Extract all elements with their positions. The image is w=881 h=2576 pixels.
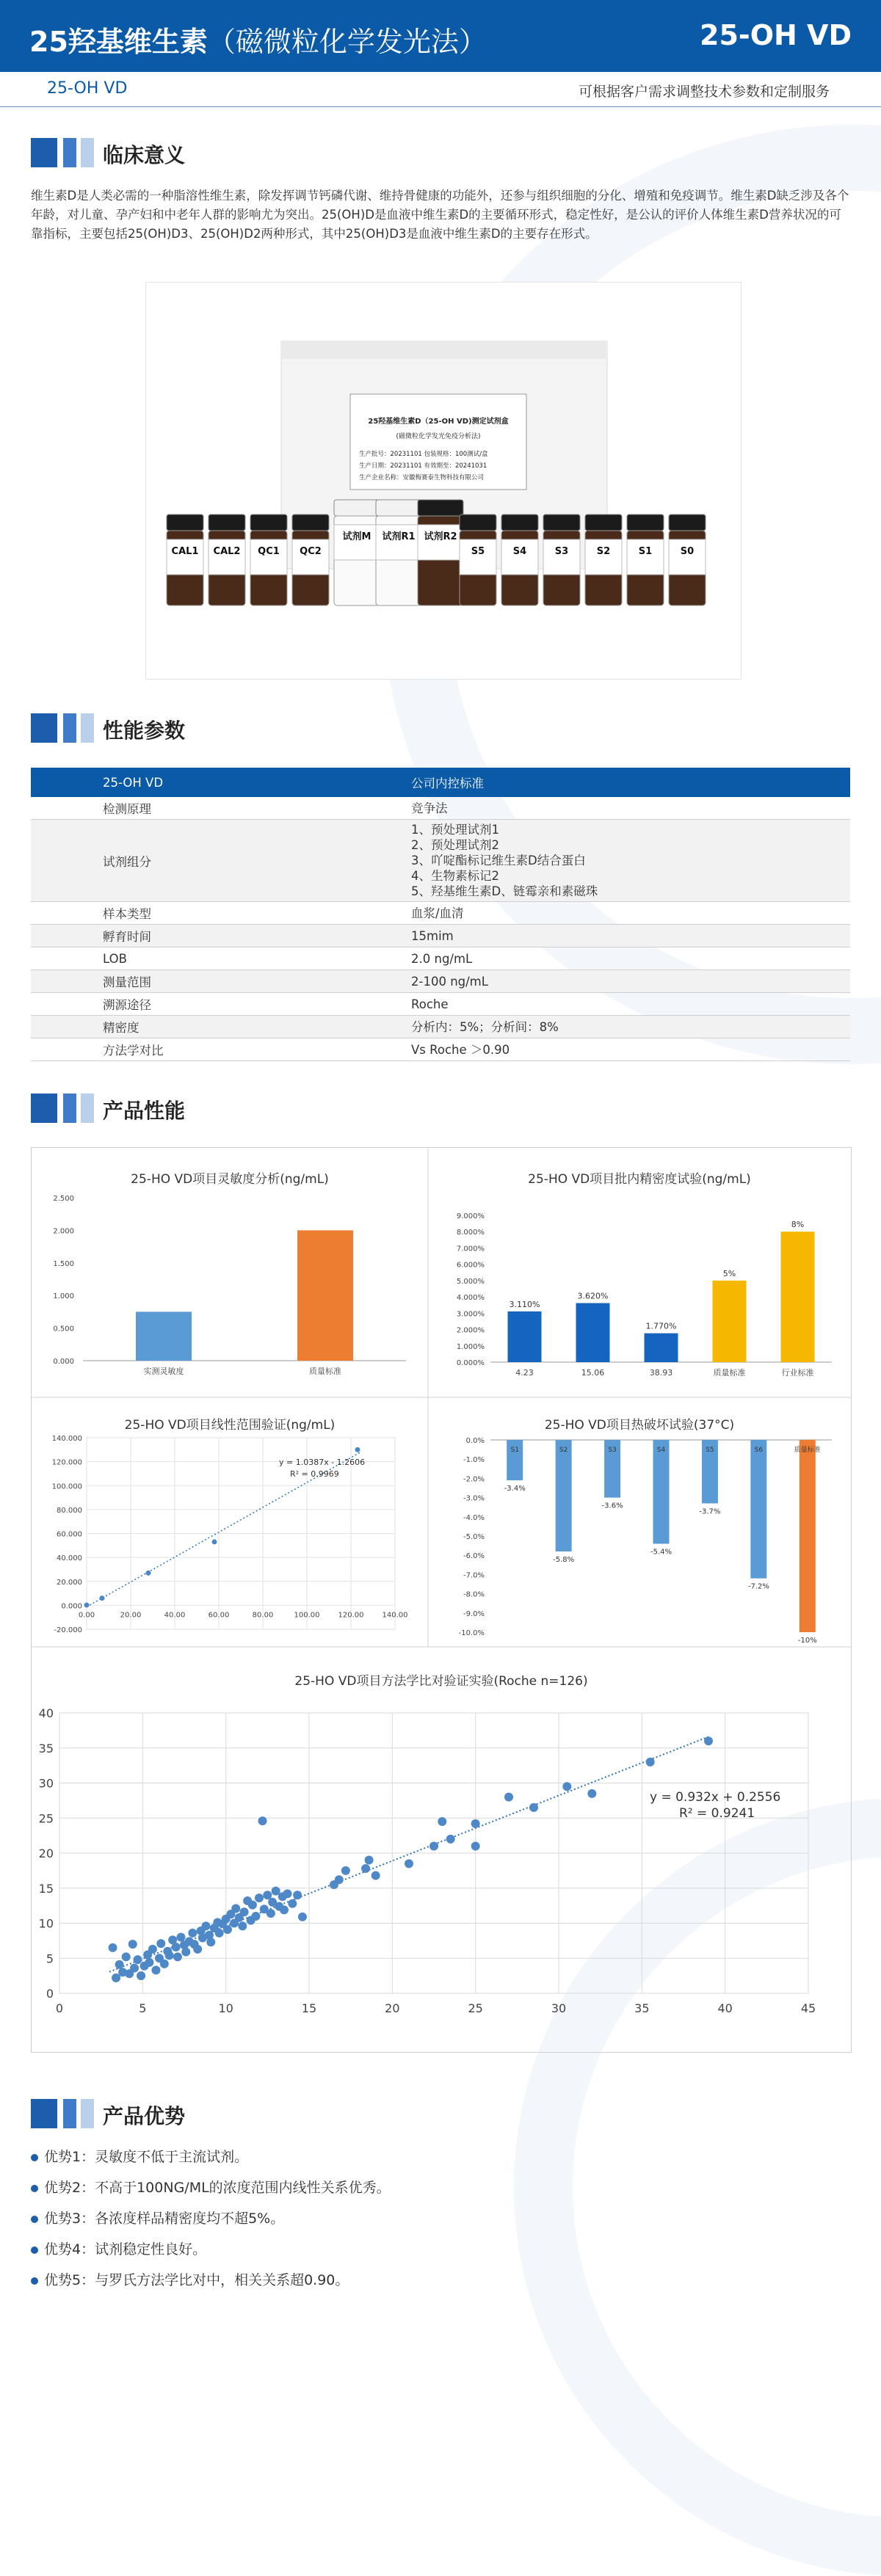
x-tick-label: 25 [468,2001,483,2015]
data-label: 3.620% [577,1291,609,1301]
product-code: 25-OH VD [700,19,852,51]
x-tick-label: 20.00 [120,1611,142,1620]
x-tick-label: 45 [800,2001,816,2015]
x-tick-label: 5 [139,2001,147,2015]
param-name: LOB [31,947,411,970]
data-label: 5% [722,1268,736,1278]
param-value [411,925,850,947]
product-subcode: 25-OH VD [47,79,128,98]
parameter-table [31,768,850,1061]
product-photo [145,282,742,680]
y-tick-label: -1.0% [463,1456,485,1465]
advantage-item [31,2269,349,2289]
y-tick-label: 5.000% [456,1277,485,1286]
x-tick-label: 0.00 [78,1611,95,1620]
y-tick-label: 40 [38,1706,54,1720]
y-tick-label: 4.000% [456,1294,485,1303]
y-tick-label: -6.0% [463,1552,485,1561]
data-point [145,1958,153,1967]
reagent-vial [167,514,203,605]
box-label-title: 25羟基维生素D（25-OH VD)测定试剂盒 [368,418,509,426]
section-marker-icon [31,1094,97,1123]
x-tick-label: S2 [559,1447,568,1454]
vial-label: S5 [471,546,485,557]
data-point [365,1856,374,1865]
data-point [587,1789,596,1798]
x-tick-label: S4 [656,1447,666,1454]
data-point [206,1938,215,1946]
param-value [411,1038,850,1061]
data-point [251,1912,260,1921]
y-tick-label: 140.000 [51,1435,82,1443]
data-point [100,1596,105,1601]
x-tick-label: 30 [551,2001,567,2015]
data-label: 1.770% [645,1321,677,1331]
table-row [31,970,850,993]
data-point [446,1835,455,1844]
table-row [31,797,850,820]
y-tick-label: 7.000% [456,1245,485,1254]
data-point [429,1841,438,1850]
x-tick-label: 15 [301,2001,317,2015]
y-tick-label: -8.0% [463,1590,485,1599]
bar [781,1231,815,1362]
data-point [704,1736,713,1745]
y-tick-label: -4.0% [463,1513,485,1522]
y-tick-label: 3.000% [456,1310,485,1319]
reagent-vial [209,514,245,605]
x-tick-label: 0 [55,2001,64,2015]
data-point [176,1933,185,1942]
reagent-vial [669,514,706,605]
data-label: 8% [791,1220,805,1230]
reagent-vial [376,500,421,605]
y-tick-label: 20 [38,1847,54,1860]
y-tick-label: 60.000 [57,1530,82,1539]
y-tick-label: 1.500 [53,1259,74,1268]
reagent-vial [627,514,664,605]
box-label-method: (磁微粒化学发光免疫分析法) [396,433,481,440]
data-point [130,1964,139,1973]
vial-label: 试剂R2 [424,531,457,542]
param-name: 检测原理 [31,797,411,820]
bar [556,1440,572,1551]
data-point [405,1859,413,1868]
page-title: 25羟基维生素（磁微粒化学发光法） [29,26,487,58]
bar [508,1311,542,1362]
advantage-item [31,2146,248,2166]
param-value-line: Roche [411,997,449,1011]
param-name: 溯源途径 [31,993,411,1016]
vial-label: 试剂R1 [382,531,416,542]
x-tick-label: 60.00 [208,1611,230,1620]
table-row [31,1016,850,1038]
x-tick-label: 4.23 [515,1368,534,1378]
data-point [122,1952,131,1961]
y-tick-label: -9.0% [463,1609,485,1618]
data-point [128,1940,137,1949]
param-value-line: 分析内：5%；分析间：8% [411,1019,559,1034]
performance-charts-panel [31,1147,852,2053]
data-label: -3.6% [601,1502,623,1510]
data-point [471,1819,480,1828]
data-point [355,1447,360,1452]
param-value-line: 2.0 ng/mL [411,951,473,966]
vial-label: QC1 [258,546,280,557]
bar [800,1440,816,1632]
section-title-clinical: 临床意义 [103,143,186,167]
y-tick-label: 30 [38,1776,54,1791]
section-title-performance: 产品性能 [103,1099,186,1123]
y-tick-label: 40.000 [57,1554,82,1563]
data-point [148,1945,157,1954]
y-tick-label: -3.0% [463,1494,485,1503]
y-tick-label: 20.000 [57,1578,82,1587]
data-point [215,1929,224,1938]
bar [136,1311,192,1361]
param-value [411,970,850,993]
vial-label: S2 [596,546,611,557]
x-tick-label: 38.93 [649,1368,673,1378]
section-marker-icon [31,713,97,743]
bar [297,1230,353,1361]
data-point [280,1905,289,1914]
data-point [231,1904,240,1913]
advantage-text: 优势1：灵敏度不低于主流试剂。 [44,2149,249,2165]
x-tick-label: 120.00 [338,1611,364,1620]
y-tick-label: 9.000% [456,1212,485,1220]
reagent-vial [585,514,622,605]
data-point [173,1952,182,1961]
data-point [240,1907,249,1916]
vial-label: CAL1 [171,546,199,557]
data-point [298,1913,307,1921]
advantage-text: 优势5：与罗氏方法学比对中，相关关系超0.90。 [44,2272,349,2288]
x-tick-label: 15.06 [581,1368,605,1378]
y-tick-label: -20.000 [54,1626,82,1634]
box-label-row: 生产日期：20231101 有效期至：20241031 [359,462,487,470]
vial-label: S0 [680,546,695,557]
bullet-icon [31,2185,38,2192]
data-label: -3.4% [504,1485,526,1493]
param-value-line: 2、预处理试剂2 [411,838,499,852]
y-tick-label: 8.000% [456,1229,485,1237]
section-marker-icon [31,138,97,167]
param-value-line: 5、羟基维生素D、链霉亲和素磁珠 [411,884,598,898]
data-point [255,1893,264,1902]
y-tick-label: 100.000 [51,1482,82,1491]
vial-label: S3 [554,546,569,557]
param-value-line: 2-100 ng/mL [411,974,488,989]
data-point [137,1971,145,1980]
data-point [646,1758,655,1767]
reagent-vial [250,514,287,605]
bar [645,1334,678,1362]
y-tick-label: 0.000% [456,1359,485,1367]
y-tick-label: 35 [38,1741,54,1755]
advantage-item [31,2238,206,2258]
data-label: -10% [797,1637,817,1645]
x-tick-label: 40 [717,2001,733,2015]
y-tick-label: -7.0% [463,1571,485,1580]
data-point [283,1889,292,1898]
table-row [31,1038,850,1061]
param-value-line: 15mim [411,928,454,943]
section-marker-icon [31,2099,97,2128]
reagent-vial [418,500,463,605]
x-tick-label: 140.00 [382,1611,408,1620]
y-tick-label: 5 [46,1951,54,1966]
data-point [504,1793,513,1802]
y-tick-label: 15 [38,1881,54,1896]
param-value [411,1016,850,1038]
data-point [151,1965,160,1974]
data-point [172,1943,181,1951]
param-name: 孵育时间 [31,925,411,947]
data-label: -5.8% [553,1555,575,1564]
data-label: -7.2% [747,1582,769,1591]
reagent-vial [501,514,538,605]
data-label: 3.110% [509,1299,540,1309]
header-divider [0,106,881,107]
vial-label: S1 [638,546,653,557]
x-tick-label: 10 [218,2001,233,2015]
param-value [411,820,850,902]
param-name: 试剂组分 [31,820,411,902]
x-tick-label: 80.00 [252,1611,274,1620]
vial-label: S4 [512,546,527,557]
x-tick-label: 质量标准 [309,1367,341,1376]
data-point [160,1960,169,1968]
advantage-item [31,2208,284,2227]
param-name: 精密度 [31,1016,411,1038]
data-point [471,1841,480,1850]
reagent-vial [334,500,380,605]
y-tick-label: 10 [38,1916,54,1931]
customization-note: 可根据客户需求调整技术参数和定制服务 [578,84,830,100]
section-title-advantages: 产品优势 [103,2104,186,2128]
table-header-item: 25-OH VD [31,768,411,797]
data-point [181,1948,190,1957]
table-row [31,925,850,947]
trend-equation: y = 0.932x + 0.2556 [650,1790,781,1805]
reagent-vial [460,514,496,605]
advantage-text: 优势4：试剂稳定性良好。 [44,2241,207,2257]
y-tick-label: -10.0% [458,1629,485,1637]
bullet-icon [31,2216,38,2223]
y-tick-label: -2.0% [463,1475,485,1484]
vial-label: CAL2 [213,546,241,557]
y-tick-label: 2.000% [456,1326,485,1335]
y-tick-label: 6.000% [456,1261,485,1270]
chart-title: 25-HO VD项目线性范围验证(ng/mL) [124,1418,336,1433]
y-tick-label: -5.0% [463,1533,485,1541]
y-tick-label: 1.000% [456,1342,485,1351]
chart-title: 25-HO VD项目灵敏度分析(ng/mL) [131,1172,329,1187]
reagent-vial [292,514,329,605]
y-tick-label: 0 [46,1987,54,2001]
param-value [411,902,850,925]
data-point [223,1925,232,1934]
x-tick-label: S1 [510,1447,519,1454]
x-tick-label: 质量标准 [794,1447,821,1454]
data-point [438,1817,446,1826]
bar [713,1281,747,1362]
y-tick-label: 0.000 [53,1358,74,1366]
param-value-line: 竞争法 [411,801,448,815]
table-row [31,820,850,902]
data-point [165,1951,174,1960]
param-value [411,993,850,1016]
data-point [258,1816,267,1825]
y-tick-label: 2.000 [53,1227,74,1236]
data-point [335,1875,344,1884]
table-row [31,947,850,970]
data-point [134,1955,142,1964]
x-tick-label: 35 [634,2001,650,2015]
x-tick-label: 100.00 [294,1611,320,1620]
bar [576,1303,610,1362]
y-tick-label: 0.000 [61,1602,82,1611]
x-tick-label: S6 [754,1447,764,1454]
r-squared: R² = 0.9241 [679,1806,755,1821]
x-tick-label: 行业标准 [781,1368,814,1378]
bullet-icon [31,2277,38,2285]
page-title-method: （磁微粒化学发光法） [207,26,487,58]
intro-paragraph: 维生素D是人类必需的一种脂溶性维生素，除发挥调节钙磷代谢、维持骨健康的功能外，还参与组织细胞的分化、增殖和免疫调节。维生素D缺乏涉及各个年龄，对儿童、孕产妇和中老年人群的影响尤为突出。25(OH)D是血液中维生素D的主要循环形式，稳定性好，是公认的评价人体维生素D营养状况的可靠指标，主要包括25(OH)D3、25(OH)D2两种形式，其中25(OH)D3是血液中维生素D的主要存在形式。 [31,189,849,241]
chart-title: 25-HO VD项目批内精密度试验(ng/mL) [528,1172,751,1187]
data-point [109,1943,117,1952]
r-squared: R² = 0.9969 [290,1469,339,1479]
data-point [156,1939,165,1948]
table-header-row [31,768,850,797]
data-point [361,1864,370,1873]
bar [653,1440,670,1543]
param-name: 样本类型 [31,902,411,925]
x-tick-label: 质量标准 [713,1368,746,1378]
data-point [529,1803,538,1812]
data-point [188,1929,197,1938]
x-tick-label: S3 [608,1447,617,1454]
advantage-text: 优势2：不高于100NG/ML的浓度范围内线性关系优秀。 [44,2180,391,2196]
advantage-item [31,2177,391,2197]
param-value [411,797,850,820]
y-tick-label: 0.500 [53,1325,74,1334]
reagent-vial [543,514,580,605]
data-point [341,1866,350,1875]
data-point [146,1571,151,1576]
data-point [115,1960,124,1969]
param-value [411,947,850,970]
table-header-standard: 公司内控标准 [411,768,850,797]
param-value-line: Vs Roche ＞0.90 [411,1042,510,1057]
x-tick-label: S5 [706,1447,714,1454]
y-tick-label: 0.0% [465,1437,485,1445]
trend-equation: y = 1.0387x - 1.2606 [279,1458,366,1467]
param-name: 测量范围 [31,970,411,993]
table-row [31,993,850,1016]
param-name: 方法学对比 [31,1038,411,1061]
data-point [201,1921,210,1930]
section-title-params: 性能参数 [103,718,186,743]
table-row [31,902,850,925]
bar [750,1440,766,1579]
x-tick-label: 20 [385,2001,400,2015]
box-label-row: 生产企业名称：安徽梅赛泰生物科技有限公司 [359,474,485,481]
vial-label: QC2 [300,546,322,557]
data-label: -5.4% [650,1548,672,1557]
param-value-line: 4、生物素标记2 [411,869,499,883]
data-point [193,1945,202,1954]
bullet-icon [31,2154,38,2161]
data-point [212,1539,217,1544]
data-point [267,1909,275,1918]
chart-title: 25-HO VD项目方法学比对验证实验(Roche n=126) [294,1674,588,1689]
param-value-line: 血浆/血清 [411,906,464,920]
box-label-row: 生产批号：20231101 包装规格：100测试/盒 [359,451,488,458]
data-point [238,1921,247,1930]
advantage-text: 优势3：各浓度样品精密度均不超5%。 [44,2211,285,2227]
bullet-icon [31,2246,38,2254]
y-tick-label: 2.500 [53,1195,74,1203]
x-tick-label: 40.00 [164,1611,186,1620]
data-point [248,1901,257,1910]
data-point [371,1871,380,1880]
data-point [562,1782,571,1791]
y-tick-label: 120.000 [51,1458,82,1467]
param-value-line: 3、吖啶酯标记维生素D结合蛋白 [411,854,586,867]
y-tick-label: 80.000 [57,1506,82,1515]
x-tick-label: 实测灵敏度 [143,1367,184,1376]
data-label: -3.7% [699,1507,721,1516]
param-value-line: 1、预处理试剂1 [411,823,499,837]
data-point [293,1891,302,1899]
y-tick-label: 1.000 [53,1292,74,1301]
y-tick-label: 25 [38,1811,54,1826]
data-point [84,1603,90,1608]
data-point [288,1899,297,1908]
vial-label: 试剂M [342,531,371,542]
chart-title: 25-HO VD项目热破坏试验(37°C) [544,1418,735,1433]
